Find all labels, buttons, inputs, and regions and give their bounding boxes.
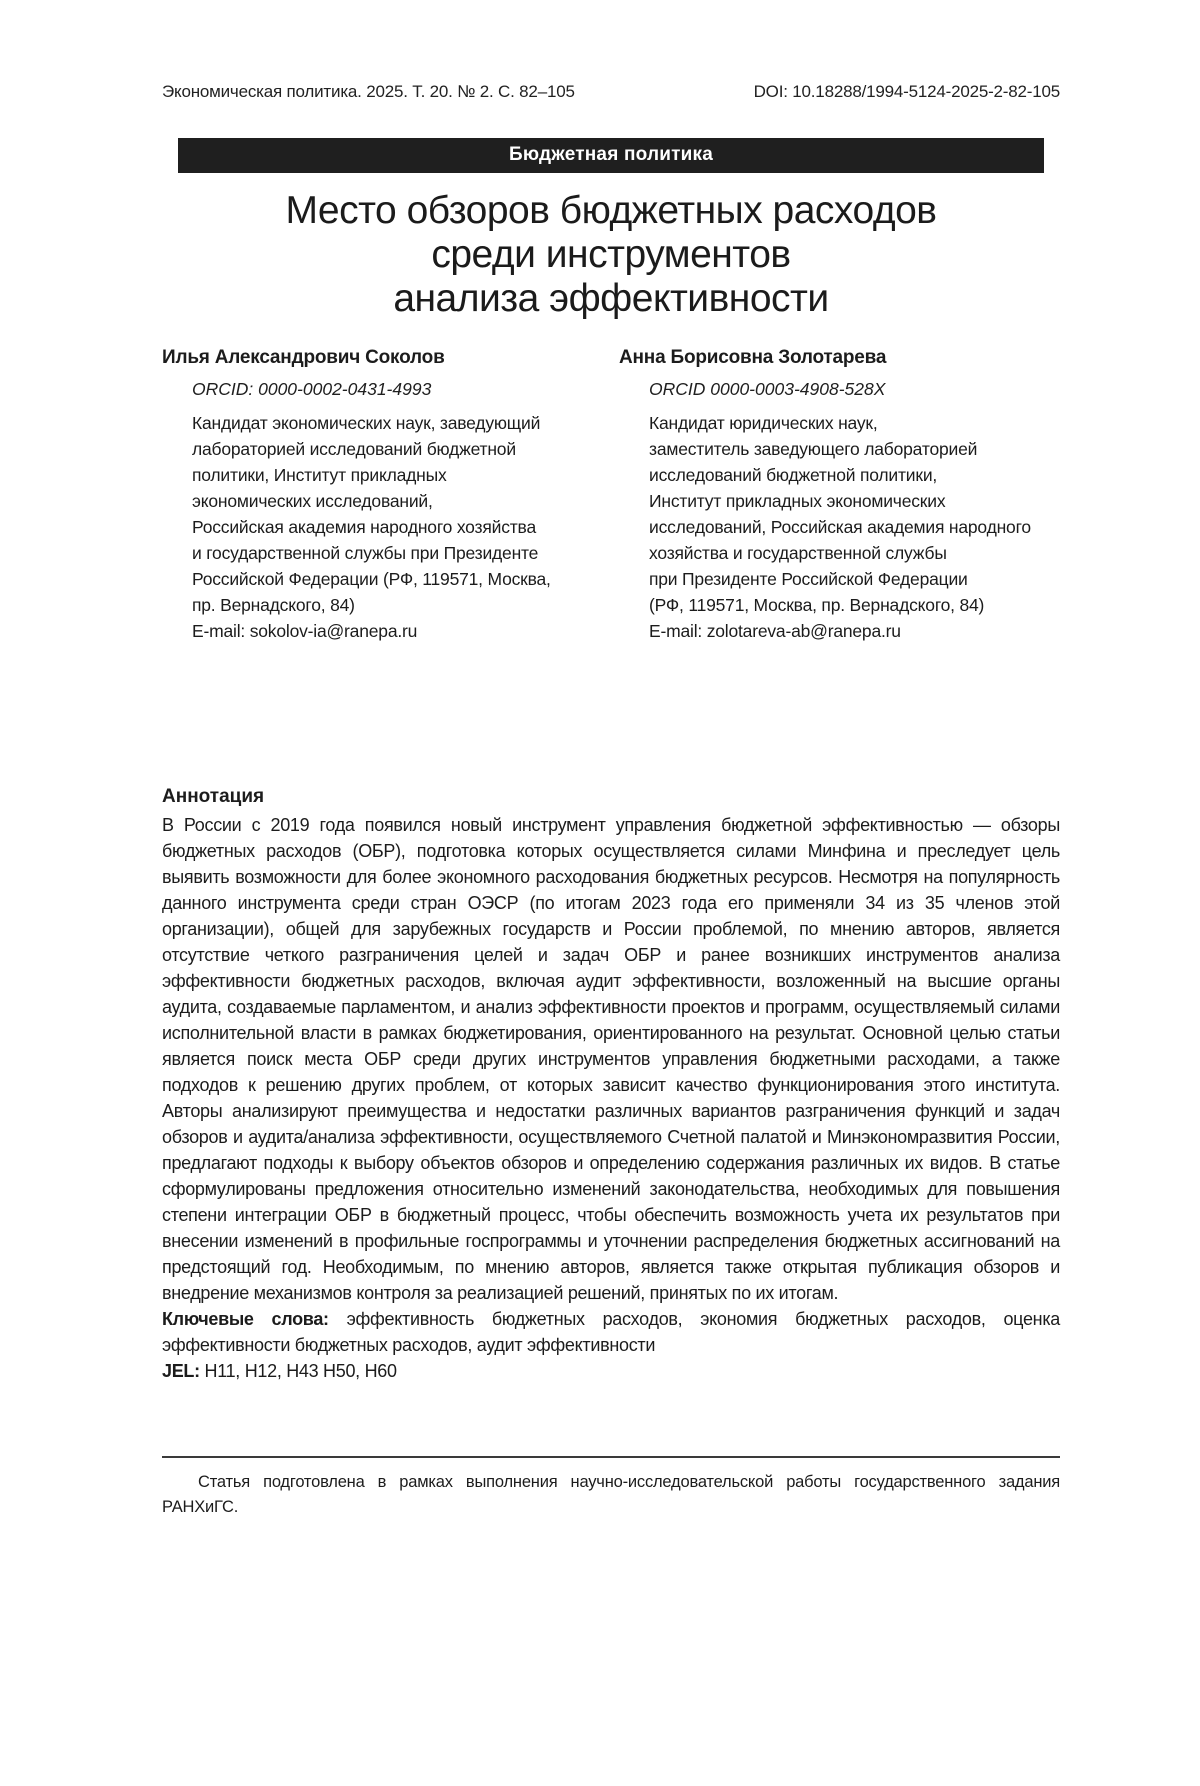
article-title-line-3: анализа эффективности xyxy=(393,277,829,320)
footnote-text: Статья подготовлена в рамках выполнения научно-исследовательской работы государственного задания РАНХиГС. xyxy=(162,1473,1060,1516)
author-block-zolotareva xyxy=(611,347,1060,644)
footnote-divider xyxy=(162,1456,1060,1458)
footnote-section xyxy=(162,1456,1060,1520)
author-email: E-mail: sokolov-ia@ranepa.ru xyxy=(192,621,418,641)
article-title-line-1: Место обзоров бюджетных расходов xyxy=(285,189,937,232)
author-affiliation: Кандидат экономических наук, заведующий лабораторией исследований бюджетной политики, Институт прикладных экономических исследований, Российская академия народного хозяйства и государственной службы при Президенте Российской Федерации (РФ, 119571, Москва, пр. Вернадского, 84) xyxy=(192,413,551,615)
author-orcid: ORCID: 0000-0002-0431-4993 xyxy=(192,379,432,399)
section-banner: Бюджетная политика xyxy=(178,138,1044,173)
doi-text: DOI: 10.18288/1994-5124-2025-2-82-105 xyxy=(753,82,1060,101)
page-content xyxy=(162,0,1060,1520)
journal-reference: Экономическая политика. 2025. Т. 20. № 2. С. 82–105 xyxy=(162,82,575,101)
jel-codes: H11, H12, H43 H50, H60 xyxy=(204,1361,397,1381)
keywords-text: эффективность бюджетных расходов, экономия бюджетных расходов, оценка эффективности бюджетных расходов, аудит эффективности xyxy=(162,1309,1060,1355)
article-title xyxy=(162,189,1060,321)
jel-line xyxy=(162,1358,1060,1384)
authors-block xyxy=(162,347,1060,644)
jel-label: JEL: xyxy=(162,1361,200,1381)
abstract-text: В России с 2019 года появился новый инструмент управления бюджетной эффективностью — обзоры бюджетных расходов (ОБР), подготовка которых осуществляется силами Минфина и преследует цель выявить возможности для более экономного расходования бюджетных ресурсов. Несмотря на популярность данного инструмента среди стран ОЭСР (по итогам 2023 года его применяли 34 из 35 членов этой организации), общей для зарубежных государств и России проблемой, по мнению авторов, является отсутствие четкого разграничения целей и задач ОБР и ранее возникших инструментов анализа эффективности бюджетных расходов, включая аудит эффективности, возложенный на высшие органы аудита, создаваемые парламентом, и анализ эффективности проектов и программ, осуществляемый силами исполнительной власти в рамках бюджетирования, ориентированного на результат. Основной целью статьи является поиск места ОБР среди других инструментов управления бюджетными расходами, а также подходов к решению других проблем, от которых зависит качество функционирования этого института. Авторы анализируют преимущества и недостатки различных вариантов разграничения функций и задач обзоров и аудита/анализа эффективности, осуществляемого Счетной палатой и Минэкономразвития России, предлагают подходы к выбору объектов обзоров и определению содержания различных их видов. В статье сформулированы предложения относительно изменений законодательства, необходимых для повышения степени интеграции ОБР в бюджетный процесс, чтобы обеспечить возможность учета их результатов при внесении изменений в профильные госпрограммы и уточнении распределения бюджетных ассигнований на предстоящий год. Необходимым, по мнению авторов, является также открытая публикация обзоров и внедрение механизмов контроля за реализацией решений, принятых по их итогам. xyxy=(162,815,1060,1303)
author-email: E-mail: zolotareva-ab@ranepa.ru xyxy=(649,621,901,641)
keywords-label: Ключевые слова: xyxy=(162,1309,329,1329)
author-orcid: ORCID 0000-0003-4908-528X xyxy=(649,379,886,399)
author-block-sokolov xyxy=(162,347,611,644)
abstract-section xyxy=(162,786,1060,1384)
abstract-heading: Аннотация xyxy=(162,786,265,807)
author-name: Анна Борисовна Золотарева xyxy=(619,347,887,368)
article-title-line-2: среди инструментов xyxy=(431,233,791,276)
author-name: Илья Александрович Соколов xyxy=(162,347,445,368)
author-affiliation: Кандидат юридических наук, заместитель заведующего лабораторией исследований бюджетной политики, Институт прикладных экономических исследований, Российская академия народного хозяйства и государственной службы при Президенте Российской Федерации (РФ, 119571, Москва, пр. Вернадского, 84) xyxy=(649,413,1031,615)
running-head xyxy=(162,82,1060,102)
keywords-line xyxy=(162,1306,1060,1358)
